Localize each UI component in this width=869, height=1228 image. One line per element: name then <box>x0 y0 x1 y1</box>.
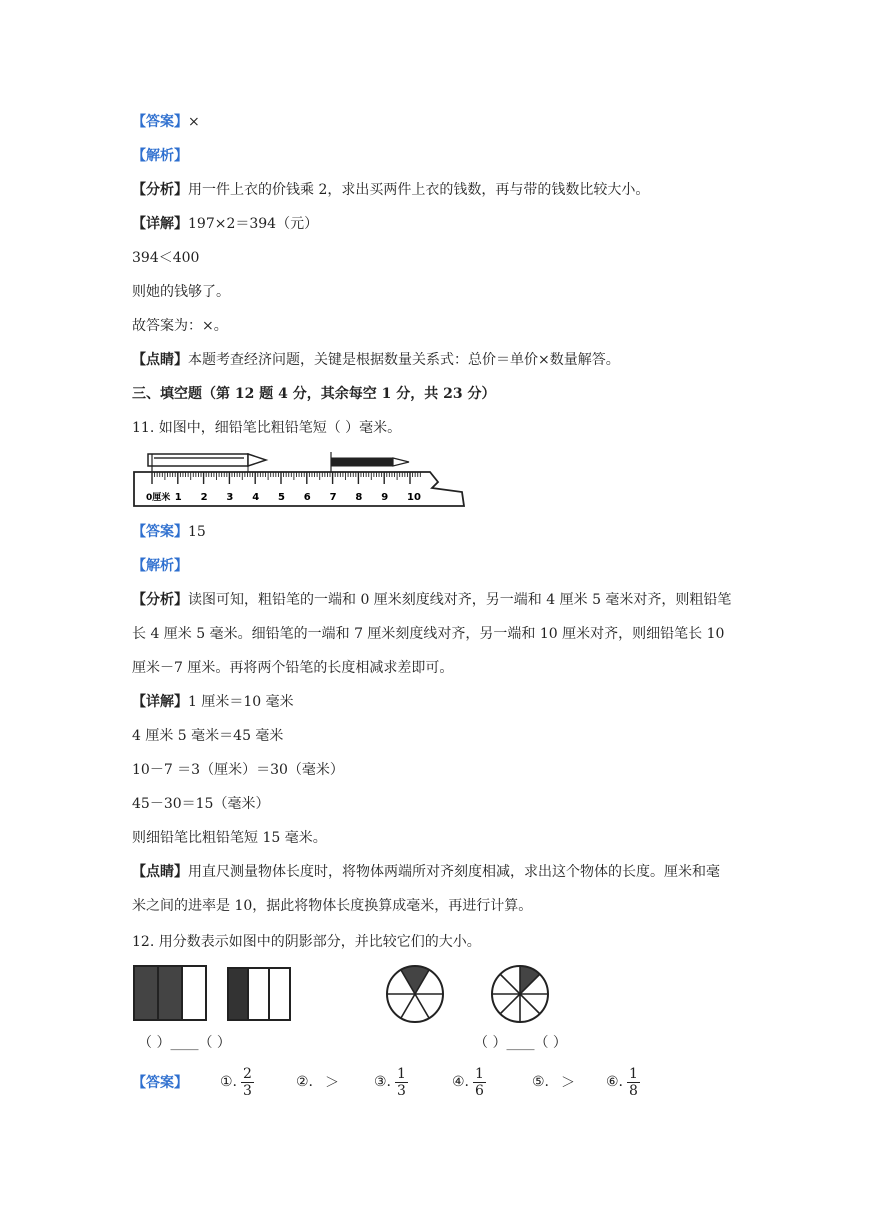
dianjing-tag: 【点睛】 <box>132 352 188 368</box>
answer-index: ⑥. <box>606 1074 624 1090</box>
answer-index: ①. <box>220 1074 238 1090</box>
answer-tag: 【答案】 <box>132 1075 188 1091</box>
answer-symbol: ＞ <box>325 1075 340 1091</box>
ruler-tick-label: 3 <box>226 492 234 503</box>
fraction-denominator: 8 <box>629 1082 638 1099</box>
ruler-tick-label: 9 <box>381 492 389 503</box>
circle-one-sixth <box>387 966 443 1022</box>
ruler-tick-label: 6 <box>303 492 311 503</box>
q11-xiangjie-line <box>132 692 294 712</box>
answer-tag: 【答案】 <box>132 114 188 130</box>
fenxi-tag: 【分析】 <box>132 592 188 608</box>
xiangjie-tag: 【详解】 <box>132 694 188 710</box>
q10-fenxi-line <box>132 180 649 200</box>
q11-fenxi: 读图可知，粗铅笔的一端和 0 厘米刻度线对齐，另一端和 4 厘米 5 毫米对齐，则粗铅笔长 4 厘米 5 毫米。细铅笔的一端和 7 厘米刻度线对齐，另一端和 10 厘米对齐，则细铅笔长 10 厘米－7 厘米。再将两个铅笔的长度相减求差即可。 <box>132 592 732 676</box>
answer-fraction <box>473 1066 486 1099</box>
fraction-figures <box>130 962 560 1032</box>
q12-answer-item <box>452 1062 486 1102</box>
analysis-tag: 【解析】 <box>132 148 188 164</box>
q11-calc2: 4 厘米 5 毫米＝45 毫米 <box>132 728 284 744</box>
fraction-numerator: 1 <box>475 1065 484 1082</box>
q12-blank-left: （ ）____（ ） <box>138 1035 231 1051</box>
fraction-denominator: 3 <box>397 1082 406 1099</box>
q12-answer-item <box>220 1062 254 1102</box>
ruler-tick-label: 5 <box>278 492 285 503</box>
q12-answer-item <box>532 1062 575 1102</box>
q10-fenxi: 用一件上衣的价钱乘 2，求出买两件上衣的钱数，再与带的钱数比较大小。 <box>188 182 650 198</box>
answer-tag-wrap <box>132 1062 188 1102</box>
q10-analysis-line <box>132 146 188 166</box>
q10-calc2: 394＜400 <box>132 250 200 266</box>
q12-question: 12. 用分数表示如图中的阴影部分，并比较它们的大小。 <box>132 934 481 950</box>
fraction-denominator: 6 <box>475 1082 484 1099</box>
answer-index: ④. <box>452 1074 470 1090</box>
answer-fraction <box>241 1066 254 1099</box>
q11-dianjing: 用直尺测量物体长度时，将物体两端所对齐刻度相减，求出这个物体的长度。厘米和毫米之间的进率是 10，据此将物体长度换算成毫米，再进行计算。 <box>132 864 720 914</box>
xiangjie-tag: 【详解】 <box>132 216 188 232</box>
answer-tag: 【答案】 <box>132 524 188 540</box>
answer-index: ③. <box>374 1074 392 1090</box>
fraction-numerator: 2 <box>243 1065 252 1082</box>
q11-conclusion: 则细铅笔比粗铅笔短 15 毫米。 <box>132 830 327 846</box>
ruler-tick-label: 10 <box>407 492 421 503</box>
q11-dianjing-para <box>132 855 732 923</box>
ruler-tick-label: 2 <box>200 492 208 503</box>
ruler-tick-label: 1 <box>174 492 182 503</box>
q10-calc1: 197×2＝394（元） <box>188 216 319 232</box>
q11-calc4: 45－30＝15（毫米） <box>132 796 270 812</box>
answer-fraction <box>395 1066 408 1099</box>
fraction-denominator: 3 <box>243 1082 252 1099</box>
fenxi-tag: 【分析】 <box>132 182 188 198</box>
dianjing-tag: 【点睛】 <box>132 864 188 880</box>
q12-answer-item <box>374 1062 408 1102</box>
q10-dianjing-line <box>132 350 620 370</box>
q10-dianjing: 本题考查经济问题，关键是根据数量关系式：总价＝单价×数量解答。 <box>188 352 620 368</box>
q11-answer: 15 <box>188 524 206 540</box>
q11-answer-line <box>132 522 206 542</box>
q11-question: 11. 如图中，细铅笔比粗铅笔短（ ）毫米。 <box>132 420 402 436</box>
q10-conclusion: 则她的钱够了。 <box>132 284 230 300</box>
q10-final: 故答案为：×。 <box>132 318 228 334</box>
answer-index: ②. <box>296 1074 314 1090</box>
section-title: 三、填空题（第 12 题 4 分，其余每空 1 分，共 23 分） <box>132 386 496 402</box>
ruler-tick-label: 4 <box>252 492 260 503</box>
ruler-figure <box>130 448 470 514</box>
q10-xiangjie-line <box>132 214 318 234</box>
q12-blank-right: （ ）____（ ） <box>474 1035 567 1051</box>
rect-two-thirds <box>134 966 206 1020</box>
rect-one-third <box>228 968 290 1020</box>
q11-calc1: 1 厘米＝10 毫米 <box>188 694 294 710</box>
q12-answer-item <box>606 1062 640 1102</box>
fraction-numerator: 1 <box>397 1065 406 1082</box>
q10-answer-line <box>132 112 200 132</box>
fraction-numerator: 1 <box>629 1065 638 1082</box>
analysis-tag: 【解析】 <box>132 558 188 574</box>
ruler-tick-label: 8 <box>355 492 363 503</box>
ruler-tick-label: 7 <box>329 492 337 503</box>
q11-analysis-line <box>132 556 188 576</box>
q12-answer-item <box>296 1062 339 1102</box>
q12-answer-row <box>132 1062 692 1102</box>
circle-one-eighth <box>492 966 548 1022</box>
answer-index: ⑤. <box>532 1074 550 1090</box>
q11-fenxi-para <box>132 583 732 685</box>
ruler-zero-label: 0厘米 <box>146 493 171 503</box>
answer-symbol: ＞ <box>561 1075 576 1091</box>
q10-answer: × <box>188 114 200 130</box>
q11-calc3: 10－7 ＝3（厘米）＝30（毫米） <box>132 762 344 778</box>
answer-fraction <box>627 1066 640 1099</box>
